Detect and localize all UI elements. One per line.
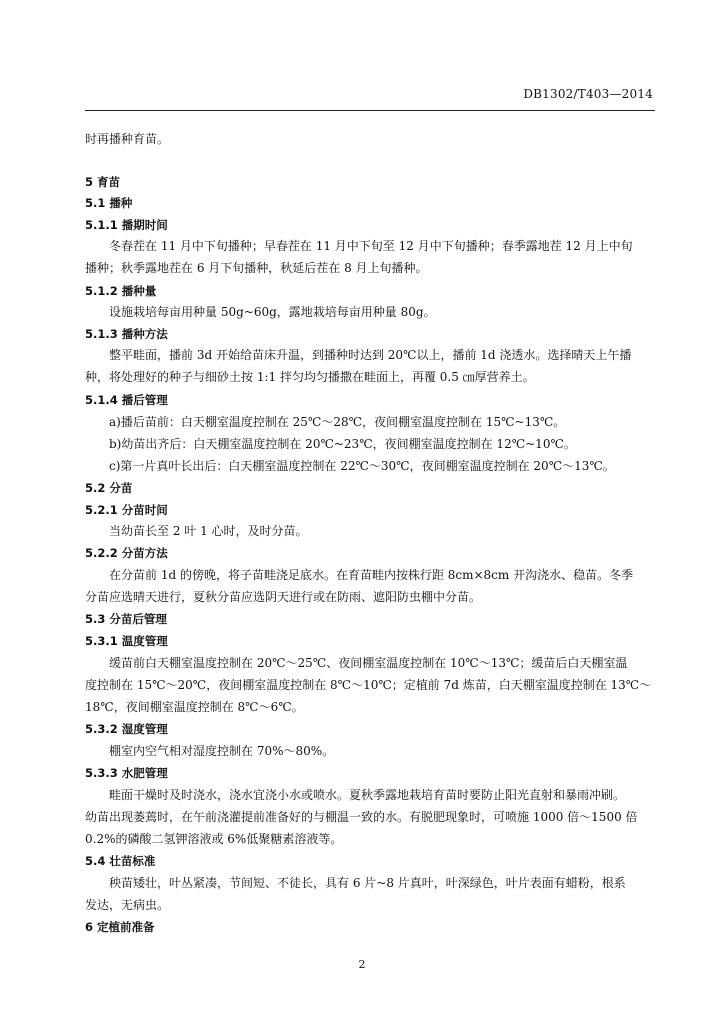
text-line: 在分苗前 1d 的傍晚，将子苗畦浇足底水。在育苗畦内按株行距 8cm×8cm 开沟浇水、稳苗。冬季: [109, 568, 634, 582]
section-heading: 5.4 壮苗标准: [85, 854, 156, 868]
text-line: 发达，无病虫。: [85, 898, 170, 912]
section-heading: 6 定植前准备: [85, 920, 155, 934]
text-line: 当幼苗长至 2 叶 1 心时，及时分苗。: [109, 524, 308, 538]
text-line: 0.2%的磷酸二氢钾溶液或 6%低聚糖素溶液等。: [85, 832, 343, 846]
text-line: 种，将处理好的种子与细砂土按 1:1 拌匀均匀播撒在畦面上，再覆 0.5 ㎝厚营养土。: [85, 370, 535, 384]
text-line: 设施栽培每亩用种量 50g~60g，露地栽培每亩用种量 80g。: [109, 305, 436, 319]
section-heading: 5.3.1 温度管理: [85, 634, 168, 648]
text-line: 18℃，夜间棚室温度控制在 8℃～6℃。: [85, 700, 304, 714]
section-heading: 5.2.2 分苗方法: [85, 546, 168, 560]
section-heading: 5.3.3 水肥管理: [85, 766, 168, 780]
section-heading: 5.2 分苗: [85, 481, 133, 495]
text-line: 缓苗前白天棚室温度控制在 20℃～25℃、夜间棚室温度控制在 10℃～13℃；缓苗后白天棚室温: [109, 656, 628, 670]
section-heading: 5.1.2 播种量: [85, 284, 157, 298]
header-rule: [85, 110, 655, 111]
section-heading: 5.3.2 湿度管理: [85, 722, 168, 736]
text-line: 秧苗矮壮，叶丛紧凑，节间短、不徒长，具有 6 片~8 片真叶，叶深绿色，叶片表面有蜡粉，根系: [109, 876, 626, 890]
text-line: 度控制在 15℃～20℃，夜间棚室温度控制在 8℃～10℃；定植前 7d 炼苗，白天棚室温度控制在 13℃～: [85, 678, 652, 692]
section-heading: 5.1 播种: [85, 196, 133, 210]
section-heading: 5.2.1 分苗时间: [85, 503, 168, 517]
section-heading: 5.1.3 播种方法: [85, 327, 168, 341]
section-heading: 5.1.4 播后管理: [85, 393, 168, 407]
text-line: 时再播种育苗。: [85, 132, 170, 146]
text-line: 整平畦面，播前 3d 开始给苗床升温，到播种时达到 20℃以上，播前 1d 浇透水。选择晴天上午播: [109, 348, 632, 362]
page-number: 2: [358, 958, 366, 971]
document-code: DB1302/T403—2014: [523, 87, 653, 101]
section-heading: 5 育苗: [85, 175, 121, 189]
text-line: 棚室内空气相对湿度控制在 70%～80%。: [109, 744, 335, 758]
text-line: 幼苗出现萎蔫时，在午前浇灌提前准备好的与棚温一致的水。有脱肥现象时，可喷施 1000 倍～1500 倍: [85, 810, 638, 824]
list-item: a)播后苗前：白天棚室温度控制在 25℃～28℃，夜间棚室温度控制在 15℃~13℃。: [109, 415, 566, 429]
text-line: 分苗应选晴天进行，夏秋分苗应选阴天进行或在防雨、遮阳防虫棚中分苗。: [85, 590, 482, 604]
section-heading: 5.3 分苗后管理: [85, 612, 167, 626]
text-line: 播种；秋季露地茬在 6 月下旬播种，秋延后茬在 8 月上旬播种。: [85, 261, 428, 275]
list-item: b)幼苗出齐后：白天棚室温度控制在 20℃~23℃，夜间棚室温度控制在 12℃~10℃。: [109, 437, 576, 451]
section-heading: 5.1.1 播期时间: [85, 218, 168, 232]
text-line: 冬春茬在 11 月中下旬播种；早春茬在 11 月中下旬至 12 月中下旬播种；春季露地茬 12 月上中旬: [109, 239, 633, 253]
list-item: c)第一片真叶长出后：白天棚室温度控制在 22℃～30℃，夜间棚室温度控制在 20℃～13℃。: [109, 459, 615, 473]
text-line: 畦面干燥时及时浇水，浇水宜浇小水或喷水。夏秋季露地栽培育苗时要防止阳光直射和暴雨冲刷。: [109, 788, 626, 802]
